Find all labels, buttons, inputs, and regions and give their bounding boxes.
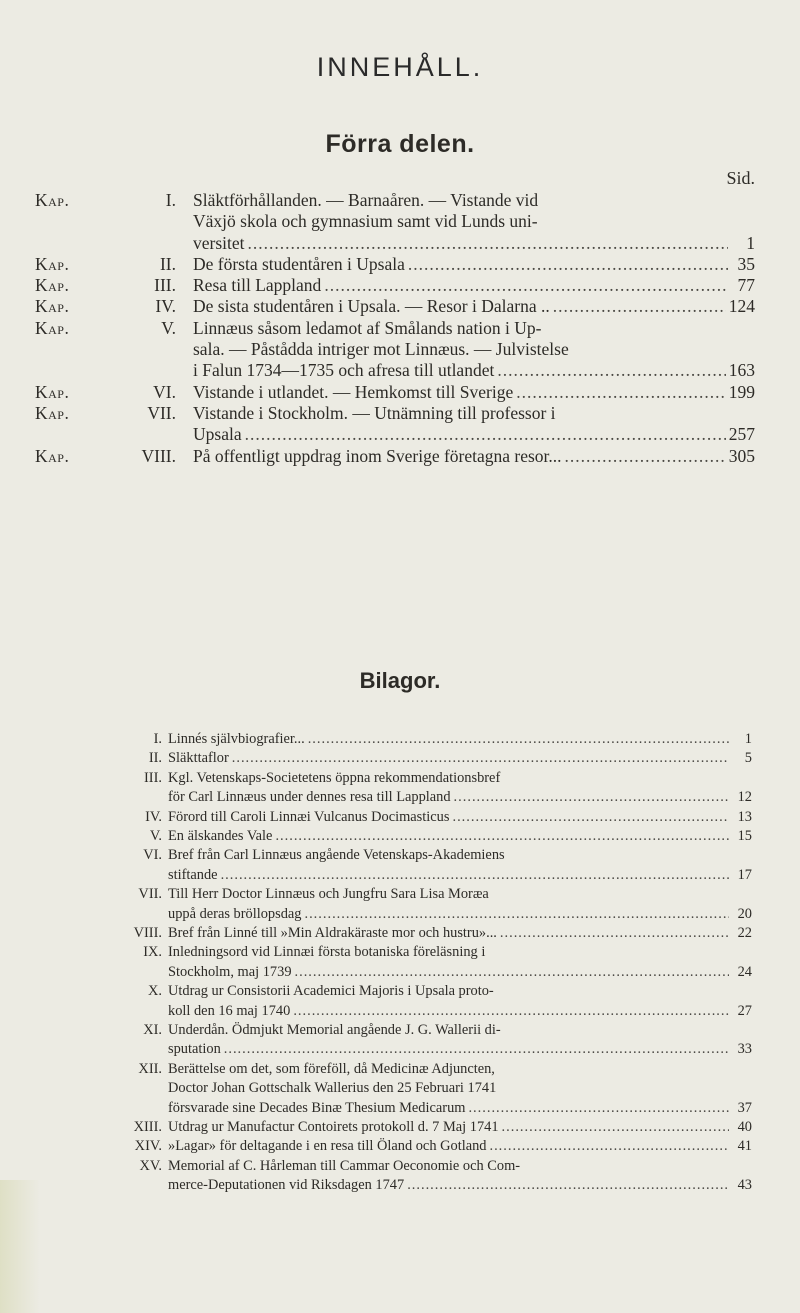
- toc-entry: [0, 1118, 800, 1137]
- entry-text-line: Vistande i Stockholm. — Utnämning till professor i: [193, 402, 556, 423]
- entry-text-line: sputation: [168, 1041, 221, 1058]
- entry-text-line: De första studentåren i Upsala: [193, 253, 405, 274]
- dot-leader: [293, 1002, 729, 1021]
- toc-entry: [0, 1137, 800, 1156]
- entry-text: [193, 275, 755, 296]
- page-number: 24: [737, 963, 752, 980]
- entry-line: [193, 424, 755, 445]
- entry-line: [193, 296, 755, 317]
- entry-line: [168, 1040, 752, 1059]
- appendix-number: IV.: [145, 808, 162, 825]
- toc-entry: [0, 296, 800, 317]
- entry-text: [193, 403, 755, 446]
- entry-line: [168, 827, 752, 846]
- page-number: 199: [728, 381, 755, 402]
- entry-text-line: Utdrag ur Manufactur Contoirets protokoll d. 7 Maj 1741: [168, 1118, 499, 1135]
- page-number: 5: [744, 750, 752, 767]
- entry-text-line: för Carl Linnæus under dennes resa till Lappland: [168, 789, 451, 806]
- page-number: 40: [737, 1118, 752, 1135]
- entry-line: [168, 788, 752, 807]
- toc-entry: [0, 943, 800, 982]
- entry-text-line: Släkttaflor: [168, 750, 229, 767]
- entry-text: [168, 1157, 752, 1196]
- appendix-number: VII.: [138, 886, 162, 903]
- toc-entry: [0, 827, 800, 846]
- entry-line: [193, 382, 755, 403]
- toc-entry: [0, 1060, 800, 1118]
- chapter-number: I.: [165, 190, 176, 210]
- entry-text: [168, 846, 752, 885]
- entry-line: [168, 1137, 752, 1156]
- dot-leader: [308, 730, 729, 749]
- dot-leader: [275, 827, 729, 846]
- toc-entry: [0, 275, 800, 296]
- chapter-list: [0, 190, 800, 467]
- entry-text-line: En älskandes Vale: [168, 827, 273, 844]
- toc-entry: [0, 190, 800, 254]
- chapter-label: Kap.: [35, 381, 70, 402]
- entry-text-line: i Falun 1734—1735 och afresa till utlandet: [193, 360, 495, 381]
- dot-leader: [502, 1118, 729, 1137]
- entry-text: [168, 808, 752, 827]
- appendix-list: [0, 730, 800, 1196]
- chapter-number: IV.: [155, 296, 176, 317]
- dot-leader: [248, 233, 728, 254]
- entry-text: [193, 296, 755, 317]
- entry-line: [168, 749, 752, 768]
- entry-text-line: Berättelse om det, som föreföll, då Medicinæ Adjuncten,: [168, 1060, 495, 1077]
- entry-text: [168, 1118, 752, 1137]
- page-number: 43: [737, 1177, 752, 1194]
- chapter-number: V.: [161, 317, 176, 338]
- dot-leader: [408, 254, 728, 275]
- entry-text-line: De sista studentåren i Upsala. — Resor i Dalarna ..: [193, 296, 550, 317]
- chapter-number: VII.: [147, 402, 176, 423]
- page-number: 27: [737, 1002, 752, 1019]
- toc-entry: [0, 403, 800, 446]
- toc-entry: [0, 318, 800, 382]
- entry-text: [168, 1137, 752, 1156]
- dot-leader: [500, 924, 729, 943]
- dot-leader: [565, 446, 726, 467]
- page-number: 13: [737, 808, 752, 825]
- page-number: 1: [744, 731, 752, 747]
- entry-line: [168, 963, 752, 982]
- appendix-number: XV.: [139, 1157, 162, 1174]
- entry-line: [193, 275, 755, 296]
- appendix-number: XIV.: [134, 1138, 162, 1155]
- page-number: 17: [737, 866, 752, 883]
- dot-leader: [224, 1040, 729, 1059]
- entry-text-line: Linnés självbiografier...: [168, 731, 305, 747]
- entry-text-line: merce-Deputationen vid Riksdagen 1747: [168, 1177, 405, 1194]
- entry-text: [168, 749, 752, 768]
- dot-leader: [407, 1176, 729, 1195]
- chapter-label: Kap.: [35, 317, 70, 338]
- dot-leader: [553, 296, 726, 317]
- appendix-number: XII.: [138, 1060, 162, 1077]
- appendix-number: III.: [144, 769, 162, 786]
- page-number: 12: [737, 789, 752, 806]
- page-title: INNEHÅLL.: [316, 52, 484, 82]
- entry-text: [193, 254, 755, 275]
- entry-text-line: Stockholm, maj 1739: [168, 963, 292, 980]
- appendix-number: VIII.: [133, 924, 162, 941]
- entry-text-line: Upsala: [193, 424, 242, 445]
- entry-text: [168, 730, 752, 749]
- chapter-label: Kap.: [35, 253, 70, 274]
- dot-leader: [452, 808, 729, 827]
- dot-leader: [324, 275, 728, 296]
- appendix-number: I.: [153, 731, 162, 747]
- page-number: 20: [737, 905, 752, 922]
- entry-text-line: koll den 16 maj 1740: [168, 1002, 291, 1019]
- chapter-label: Kap.: [35, 402, 70, 423]
- entry-text-line: Vistande i utlandet. — Hemkomst till Sverige: [193, 381, 514, 402]
- entry-text: [168, 885, 752, 924]
- entry-text-line: Till Herr Doctor Linnæus och Jungfru Sara Lisa Moræa: [168, 886, 489, 903]
- entry-text-line: versitet: [193, 232, 245, 253]
- toc-entry: [0, 730, 800, 749]
- entry-text-line: På offentligt uppdrag inom Sverige företagna resor...: [193, 445, 562, 466]
- entry-line: [168, 1002, 752, 1021]
- entry-text-line: Memorial af C. Hårleman till Cammar Oeconomie och Com-: [168, 1157, 521, 1174]
- toc-entry: [0, 1157, 800, 1196]
- page-number: 124: [728, 296, 755, 317]
- entry-text-line: »Lagar» för deltagande i en resa till Öland och Gotland: [168, 1138, 487, 1155]
- dot-leader: [497, 360, 725, 381]
- entry-line: [168, 905, 752, 924]
- appendix-title: Bilagor.: [359, 668, 441, 693]
- entry-text-line: stiftande: [168, 866, 218, 883]
- entry-text-line: Bref från Carl Linnæus angående Vetenskaps-Akademiens: [168, 847, 505, 864]
- entry-line: [193, 446, 755, 467]
- chapter-number: VIII.: [141, 445, 176, 466]
- entry-text-line: Kgl. Vetenskaps-Societetens öppna rekommendationsbref: [168, 769, 501, 786]
- appendix-number: V.: [149, 827, 162, 844]
- page-number: 37: [737, 1099, 752, 1116]
- chapter-number: II.: [159, 253, 176, 274]
- entry-text: [193, 382, 755, 403]
- part-title: Förra delen.: [325, 130, 475, 158]
- toc-entry: [0, 982, 800, 1021]
- dot-leader: [468, 1099, 729, 1118]
- entry-text: [168, 827, 752, 846]
- chapter-label: Kap.: [35, 296, 70, 317]
- dot-leader: [489, 1137, 729, 1156]
- entry-text-line: Doctor Johan Gottschalk Wallerius den 25 Februari 1741: [168, 1080, 497, 1097]
- entry-text: [168, 1060, 752, 1118]
- entry-text: [193, 318, 755, 382]
- page-number: 33: [737, 1041, 752, 1058]
- chapter-number: III.: [154, 275, 176, 296]
- entry-text-line: Släktförhållanden. — Barnaåren. — Vistande vid: [193, 190, 539, 210]
- chapter-label: Kap.: [35, 445, 70, 466]
- entry-text: [168, 924, 752, 943]
- dot-leader: [245, 424, 726, 445]
- entry-text-line: Bref från Linné till »Min Aldrakäraste mor och hustru»...: [168, 924, 497, 941]
- appendix-number: II.: [148, 750, 162, 767]
- entry-text: [193, 190, 755, 254]
- toc-entry: [0, 446, 800, 467]
- appendix-number: X.: [148, 983, 162, 1000]
- toc-entry: [0, 382, 800, 403]
- page-number: 305: [728, 445, 755, 466]
- entry-line: [168, 730, 752, 749]
- chapter-label: Kap.: [35, 190, 70, 210]
- toc-entry: [0, 885, 800, 924]
- entry-text-line: Växjö skola och gymnasium samt vid Lunds uni-: [193, 211, 538, 232]
- page-number: 35: [737, 253, 755, 274]
- toc-entry: [0, 254, 800, 275]
- entry-line: [168, 1176, 752, 1195]
- appendix-number: VI.: [143, 847, 162, 864]
- entry-text: [168, 769, 752, 808]
- dot-leader: [304, 905, 729, 924]
- page-number: 15: [737, 827, 752, 844]
- page-number: 1: [746, 232, 755, 253]
- appendix-number: XI.: [143, 1021, 162, 1038]
- entry-text: [193, 446, 755, 467]
- dot-leader: [295, 963, 729, 982]
- page-number: 163: [728, 360, 755, 381]
- chapter-number: VI.: [153, 381, 176, 402]
- appendix-number: XIII.: [133, 1118, 162, 1135]
- page-stain: [0, 1180, 40, 1313]
- page-column-header: Sid.: [726, 168, 755, 188]
- appendix-number: IX.: [143, 944, 162, 961]
- entry-text: [168, 1021, 752, 1060]
- dot-leader: [221, 866, 729, 885]
- entry-line: [168, 1099, 752, 1118]
- entry-text-line: Underdån. Ödmjukt Memorial angående J. G. Wallerii di-: [168, 1021, 501, 1038]
- dot-leader: [232, 749, 729, 768]
- entry-line: [168, 924, 752, 943]
- page-number: 77: [737, 275, 755, 296]
- entry-text-line: Inledningsord vid Linnæi första botaniska föreläsning i: [168, 944, 486, 961]
- toc-entry: [0, 749, 800, 768]
- toc-entry: [0, 924, 800, 943]
- entry-text-line: försvarade sine Decades Binæ Thesium Medicarum: [168, 1099, 466, 1116]
- entry-line: [193, 360, 755, 381]
- toc-entry: [0, 808, 800, 827]
- page-number: 41: [737, 1138, 752, 1155]
- toc-entry: [0, 846, 800, 885]
- chapter-label: Kap.: [35, 275, 70, 296]
- entry-text-line: sala. — Påstådda intriger mot Linnæus. — Julvistelse: [193, 339, 569, 360]
- entry-line: [168, 1118, 752, 1137]
- entry-text-line: uppå deras bröllopsdag: [168, 905, 302, 922]
- page-number: 22: [737, 924, 752, 941]
- page-number: 257: [728, 424, 755, 445]
- entry-line: [168, 808, 752, 827]
- entry-text-line: Resa till Lappland: [193, 275, 322, 296]
- entry-text: [168, 943, 752, 982]
- dot-leader: [454, 788, 729, 807]
- entry-text-line: Förord till Caroli Linnæi Vulcanus Docimasticus: [168, 808, 450, 825]
- entry-line: [168, 866, 752, 885]
- toc-entry: [0, 769, 800, 808]
- entry-text-line: Linnæus såsom ledamot af Smålands nation i Up-: [193, 317, 542, 338]
- toc-entry: [0, 1021, 800, 1060]
- entry-text: [168, 982, 752, 1021]
- entry-line: [193, 254, 755, 275]
- dot-leader: [516, 382, 726, 403]
- entry-text-line: Utdrag ur Consistorii Academici Majoris i Upsala proto-: [168, 983, 494, 1000]
- entry-line: [193, 233, 755, 254]
